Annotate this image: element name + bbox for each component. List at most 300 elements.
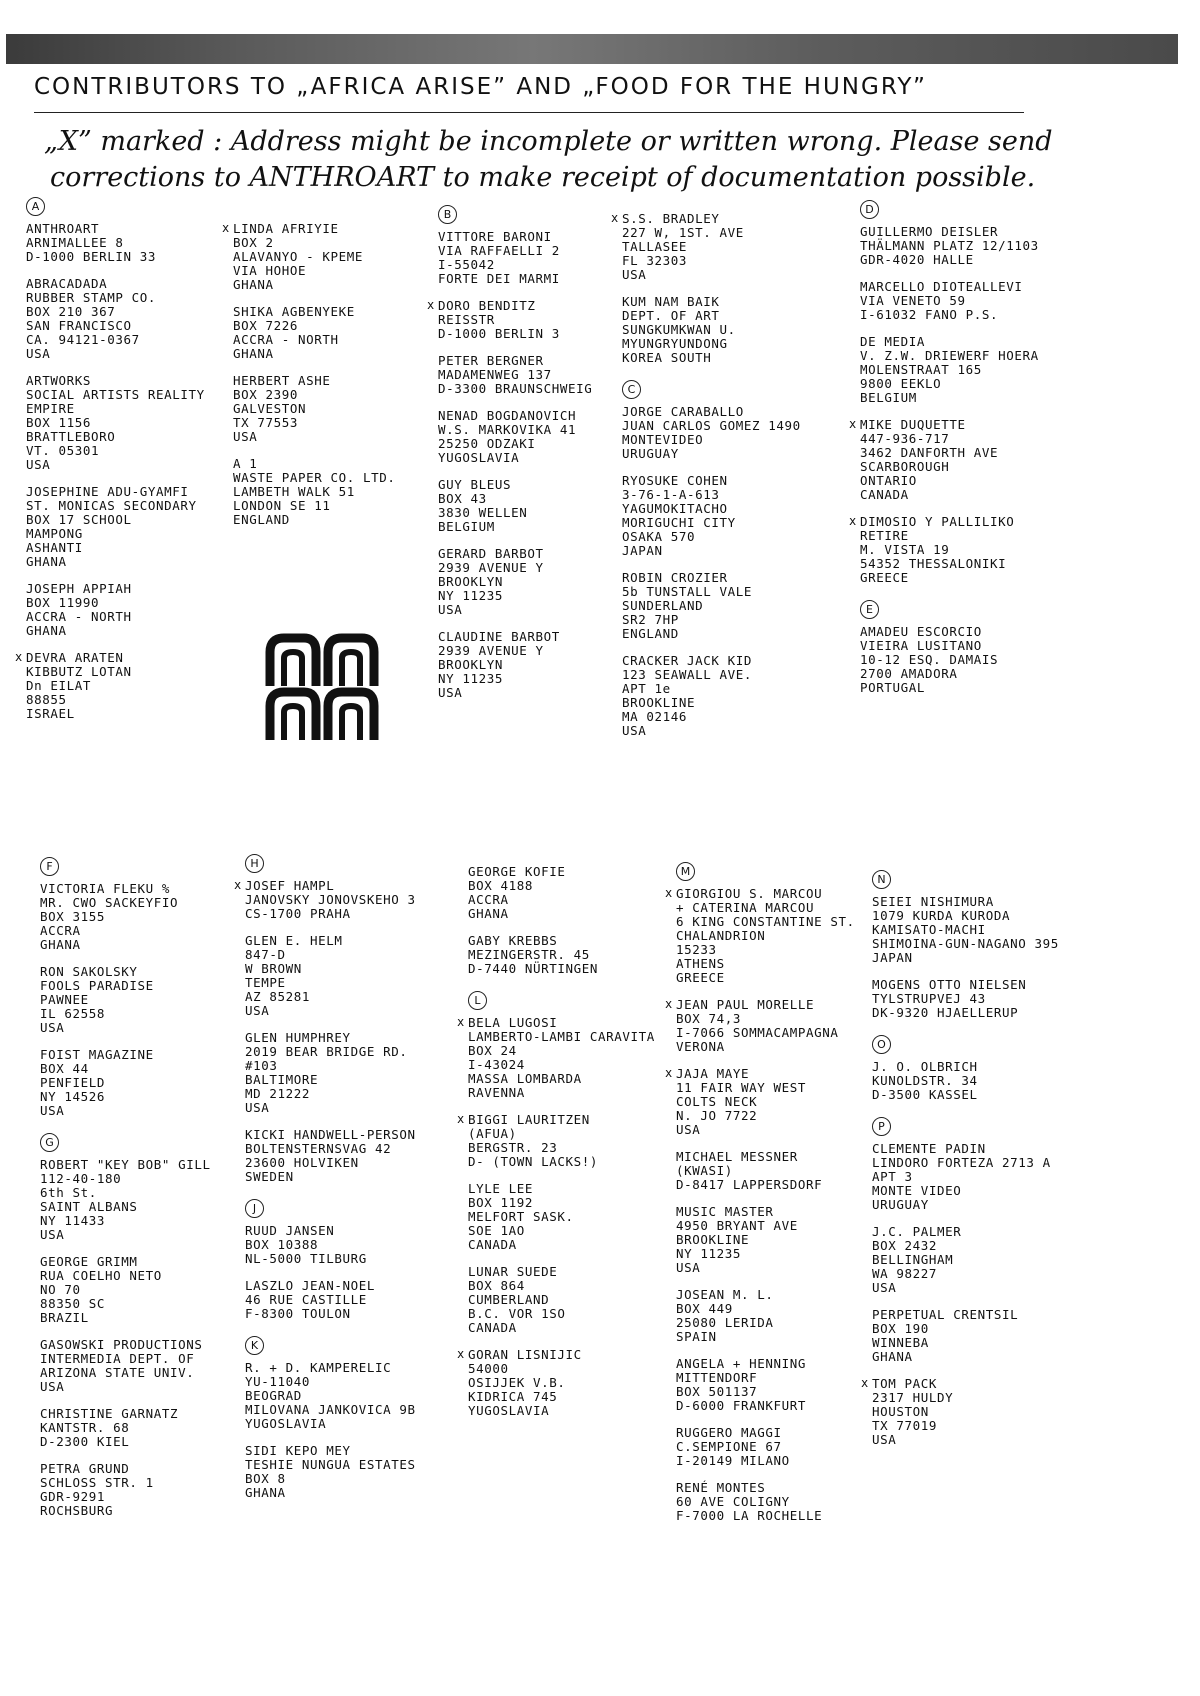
section-letter: B [438,205,457,224]
address-line: V. Z.W. DRIEWERF HOERA [860,348,1039,363]
address-entry [245,1444,475,1500]
address-line: JOSEAN M. L. [676,1287,774,1302]
address-line: SWEDEN [245,1169,294,1184]
address-line: YUGOSLAVIA [245,1416,327,1431]
address-line: JAJA MAYE [676,1066,750,1081]
address-line: 2317 HULDY [872,1390,954,1405]
address-line: RUBBER STAMP CO. [26,290,157,305]
address-line: GDR-9291 [40,1489,106,1504]
address-line: 3-76-1-A-613 [622,487,720,502]
address-line: NENAD BOGDANOVICH [438,408,577,423]
address-line: BOX 10388 [245,1237,319,1252]
address-line: + CATERINA MARCOU [676,900,815,915]
address-line: I-61032 FANO P.S. [860,307,999,322]
address-line: VIA HOHOE [233,263,307,278]
address-entry [26,277,256,361]
address-line: BOX 1192 [468,1195,534,1210]
address-entry [872,1308,1102,1364]
address-line: LUNAR SUEDE [468,1264,558,1279]
address-line: PETRA GRUND [40,1461,130,1476]
address-line: ACCRA [40,923,81,938]
address-entry [40,1048,270,1118]
address-line: SOE 1AO [468,1223,525,1238]
address-line: THÄLMANN PLATZ 12/1103 [860,238,1039,253]
address-line: 9800 EEKLO [860,376,942,391]
address-line: APT 1e [622,681,671,696]
address-line: JANOVSKY JONOVSKEHO 3 [245,892,416,907]
address-entry [245,1279,475,1321]
address-line: GHANA [233,346,274,361]
address-entry [872,1142,1102,1212]
address-line: USA [622,723,647,738]
section-letter: M [676,862,695,881]
address-line: LAMBETH WALK 51 [233,484,355,499]
address-line: GABY KREBBS [468,933,558,948]
uncertain-mark: x [611,211,619,225]
address-line: I-20149 MILANO [676,1453,790,1468]
address-line: LINDA AFRIYIE [233,221,339,236]
address-line: JEAN PAUL MORELLE [676,997,815,1012]
address-entry [872,895,1102,965]
address-line: ALAVANYO - KPEME [233,249,364,264]
address-line: KICKI HANDWELL-PERSON [245,1127,416,1142]
address-line: BOX 2 [233,235,274,250]
uncertain-mark: x [457,1112,465,1126]
address-entry [872,1060,1102,1102]
address-line: Dn EILAT [26,678,92,693]
address-line: KUNOLDSTR. 34 [872,1073,978,1088]
address-column [849,198,1090,708]
address-line: RON SAKOLSKY [40,964,138,979]
address-line: GHANA [872,1349,913,1364]
address-line: MOGENS OTTO NIELSEN [872,977,1027,992]
address-line: I-7066 SOMMACAMPAGNA [676,1025,839,1040]
address-line: SCHLOSS STR. 1 [40,1475,154,1490]
address-line: TYLSTRUPVEJ 43 [872,991,986,1006]
address-entry [26,582,256,638]
uncertain-mark: x [222,221,230,235]
address-line: JOSEPH APPIAH [26,581,132,596]
address-line: D-1000 BERLIN 33 [26,249,157,264]
address-line: 2939 AVENUE Y [438,643,544,658]
address-line: PETER BERGNER [438,353,544,368]
address-line: ST. MONICAS SECONDARY [26,498,197,513]
address-entry [622,295,852,365]
address-line: BOX 210 367 [26,304,116,319]
address-line: SUNDERLAND [622,598,704,613]
address-column [611,211,852,751]
address-line: SEIEI NISHIMURA [872,894,994,909]
address-line: CA. 94121-0367 [26,332,140,347]
address-line: USA [438,685,463,700]
address-line: MR. CWO SACKEYFIO [40,895,179,910]
uncertain-mark: x [457,1347,465,1361]
address-line: LINDORO FORTEZA 2713 A [872,1155,1051,1170]
address-line: FOIST MAGAZINE [40,1047,154,1062]
address-line: D-7440 NÜRTINGEN [468,961,599,976]
address-line: BOX 7226 [233,318,299,333]
address-line: D-8417 LAPPERSDORF [676,1177,823,1192]
section-letter: G [40,1133,59,1152]
address-line: S.S. BRADLEY [622,211,720,226]
address-line: TALLASEE [622,239,688,254]
section-letter: L [468,991,487,1010]
address-entry [457,1112,698,1169]
address-line: MOLENSTRAAT 165 [860,362,982,377]
address-entry [457,1015,698,1100]
address-line: RUA COELHO NETO [40,1268,162,1283]
address-line: R. + D. KAMPERELIC [245,1360,392,1375]
uncertain-mark: x [427,298,435,312]
address-line: KIDRICA 745 [468,1389,558,1404]
address-entry [233,305,463,361]
address-entry [245,1128,475,1184]
address-line: CHRISTINE GARNATZ [40,1406,179,1421]
address-line: 6th St. [40,1185,97,1200]
section-letter: O [872,1035,891,1054]
address-entry [468,865,698,921]
address-entry [849,417,1090,502]
address-line: NY 14526 [40,1089,106,1104]
address-line: MONTE VIDEO [872,1183,962,1198]
address-line: VICTORIA FLEKU % [40,881,171,896]
address-line: LAMBERTO-LAMBI CARAVITA [468,1029,655,1044]
address-line: BOLTENSTERNSVAG 42 [245,1141,392,1156]
address-line: BOX 2390 [233,387,299,402]
address-entry [233,374,463,444]
address-entry [457,1347,698,1418]
address-entry [872,978,1102,1020]
address-line: D-3500 KASSEL [872,1087,978,1102]
address-line: OSIJJEK V.B. [468,1375,566,1390]
address-line: MEZINGERSTR. 45 [468,947,590,962]
address-line: J.C. PALMER [872,1224,962,1239]
address-line: 88855 [26,692,67,707]
address-line: ONTARIO [860,473,917,488]
uncertain-mark: x [849,417,857,431]
correction-note [44,124,1154,196]
address-line: VIEIRA LUSITANO [860,638,982,653]
address-line: DE MEDIA [860,334,926,349]
address-line: MARCELLO DIOTEALLEVI [860,279,1023,294]
address-line: ATHENS [676,956,725,971]
uncertain-mark: x [457,1015,465,1029]
address-entry [245,1361,475,1431]
address-line: USA [676,1122,701,1137]
address-line: MICHAEL MESSNER [676,1149,798,1164]
address-line: SR2 7HP [622,612,679,627]
address-line: BOX 74,3 [676,1011,742,1026]
address-line: USA [40,1020,65,1035]
address-line: WA 98227 [872,1266,938,1281]
address-line: BROOKLYN [438,657,504,672]
address-column [222,221,463,540]
address-entry [622,405,852,461]
address-line: DEPT. OF ART [622,308,720,323]
address-line: RUUD JANSEN [245,1223,335,1238]
address-line: NY 11433 [40,1213,106,1228]
address-line: GORAN LISNIJIC [468,1347,582,1362]
address-line: JOSEF HAMPL [245,878,335,893]
uncertain-mark: x [861,1376,869,1390]
uncertain-mark: x [15,650,23,664]
address-line: MIKE DUQUETTE [860,417,966,432]
address-line: W BROWN [245,961,302,976]
address-line: 4950 BRYANT AVE [676,1218,798,1233]
address-line: BOX 2432 [872,1238,938,1253]
address-line: NY 11235 [676,1246,742,1261]
note-line-2: corrections to ANTHROART to make receipt of documentation possible. [50,162,1036,193]
address-line: D- (TOWN LACKS!) [468,1154,599,1169]
address-line: 3830 WELLEN [438,505,528,520]
address-line: AZ 85281 [245,989,311,1004]
address-line: F-8300 TOULON [245,1306,351,1321]
address-line: D-1000 BERLIN 3 [438,326,560,341]
address-line: (AFUA) [468,1126,517,1141]
address-line: CS-1700 PRAHA [245,906,351,921]
address-entry [676,1481,906,1523]
address-line: GDR-4020 HALLE [860,252,974,267]
address-line: CUMBERLAND [468,1292,550,1307]
address-line: MYUNGRYUNDONG [622,336,728,351]
section-letter: H [245,854,264,873]
address-line: HERBERT ASHE [233,373,331,388]
address-line: USA [245,1100,270,1115]
address-line: SCARBOROUGH [860,459,950,474]
address-column [15,195,256,734]
address-line: ROCHSBURG [40,1503,114,1518]
address-line: BOX 8 [245,1471,286,1486]
address-line: MA 02146 [622,709,688,724]
address-line: USA [40,1379,65,1394]
address-line: NY 11235 [438,588,504,603]
address-line: BRATTLEBORO [26,429,116,444]
address-line: MELFORT SASK. [468,1209,574,1224]
address-line: BOX 864 [468,1278,525,1293]
address-line: JORGE CARABALLO [622,404,744,419]
address-line: ACCRA [468,892,509,907]
address-line: 60 AVE COLIGNY [676,1494,790,1509]
address-line: 123 SEAWALL AVE. [622,667,753,682]
address-entry [222,221,463,292]
address-line: LASZLO JEAN-NOEL [245,1278,376,1293]
address-column [234,852,475,1513]
address-line: DEVRA ARATEN [26,650,124,665]
address-line: USA [438,602,463,617]
address-line: YUGOSLAVIA [468,1403,550,1418]
section-letter: F [40,857,59,876]
address-entry [15,650,256,721]
address-line: ENGLAND [622,626,679,641]
address-line: BELGIUM [860,390,917,405]
address-line: USA [233,429,258,444]
address-line: URUGUAY [622,446,679,461]
address-line: MADAMENWEG 137 [438,367,552,382]
address-line: D-3300 BRAUNSCHWEIG [438,381,593,396]
section-letter: P [872,1117,891,1136]
section-letter: E [860,600,879,619]
address-line: 23600 HOLVIKEN [245,1155,359,1170]
address-entry [40,1407,270,1449]
address-line: YAGUMOKITACHO [622,501,728,516]
address-line: JAPAN [622,543,663,558]
address-line: JUAN CARLOS GOMEZ 1490 [622,418,801,433]
address-line: BOX 17 SCHOOL [26,512,132,527]
address-entry [872,1225,1102,1295]
address-line: FORTE DEI MARMI [438,271,560,286]
address-line: INTERMEDIA DEPT. OF [40,1351,195,1366]
address-line: BOX 44 [40,1061,89,1076]
address-line: AMADEU ESCORCIO [860,624,982,639]
address-entry [26,374,256,472]
address-column [861,868,1102,1460]
address-line: J. O. OLBRICH [872,1059,978,1074]
address-line: USA [676,1260,701,1275]
address-line: WASTE PAPER CO. LTD. [233,470,396,485]
address-line: 1079 KURDA KURODA [872,908,1011,923]
address-line: DK-9320 HJAELLERUP [872,1005,1019,1020]
address-line: LYLE LEE [468,1181,534,1196]
address-line: RYOSUKE COHEN [622,473,728,488]
page-title: CONTRIBUTORS TO „AFRICA ARISE” AND „FOOD FOR THE HUNGRY” [34,74,927,100]
section-letter: A [26,197,45,216]
address-line: USA [872,1432,897,1447]
address-line: KIBBUTZ LOTAN [26,664,132,679]
address-line: BELGIUM [438,519,495,534]
address-line: IL 62558 [40,1006,106,1021]
address-line: FL 32303 [622,253,688,268]
address-line: (KWASI) [676,1163,733,1178]
address-line: USA [26,457,51,472]
address-line: NL-5000 TILBURG [245,1251,367,1266]
address-line: GALVESTON [233,401,307,416]
address-line: I-55042 [438,257,495,272]
address-entry [849,514,1090,585]
address-line: GASOWSKI PRODUCTIONS [40,1337,203,1352]
address-line: GLEN E. HELM [245,933,343,948]
address-line: 3462 DANFORTH AVE [860,445,999,460]
address-line: TEMPE [245,975,286,990]
address-line: 112-40-180 [40,1171,122,1186]
address-line: GHANA [26,623,67,638]
address-line: USA [40,1103,65,1118]
address-line: ACCRA - NORTH [26,609,132,624]
address-line: BOX 1156 [26,415,92,430]
address-line: MAMPONG [26,526,83,541]
address-line: FOOLS PARADISE [40,978,154,993]
address-line: 54352 THESSALONIKI [860,556,1007,571]
address-line: TX 77553 [233,415,299,430]
address-entry [468,934,698,976]
address-line: VITTORE BARONI [438,229,552,244]
address-entry [40,1462,270,1518]
address-line: 2700 AMADORA [860,666,958,681]
address-line: USA [872,1280,897,1295]
address-line: BOX 190 [872,1321,929,1336]
address-line: CANADA [860,487,909,502]
address-entry [622,654,852,738]
address-line: WINNEBA [872,1335,929,1350]
address-line: VT. 05301 [26,443,100,458]
address-line: ENGLAND [233,512,290,527]
address-entry [860,335,1090,405]
address-line: NO 70 [40,1282,81,1297]
address-line: CHALANDRION [676,928,766,943]
address-line: JOSEPHINE ADU-GYAMFI [26,484,189,499]
address-line: KAMISATO-MACHI [872,922,986,937]
address-line: BERGSTR. 23 [468,1140,558,1155]
address-entry [860,225,1090,267]
address-line: W.S. MARKOVIKA 41 [438,422,577,437]
address-line: F-7000 LA ROCHELLE [676,1508,823,1523]
address-line: 447-936-717 [860,431,950,446]
address-line: BALTIMORE [245,1072,319,1087]
address-line: TESHIE NUNGUA ESTATES [245,1457,416,1472]
address-line: #103 [245,1058,278,1073]
address-line: PERPETUAL CRENTSIL [872,1307,1019,1322]
address-entry [611,211,852,282]
address-line: SPAIN [676,1329,717,1344]
address-line: USA [26,346,51,361]
section-letter: K [245,1336,264,1355]
address-line: MASSA LOMBARDA [468,1071,582,1086]
address-line: USA [622,267,647,282]
address-line: GEORGE KOFIE [468,864,566,879]
address-line: 2939 AVENUE Y [438,560,544,575]
address-line: 227 W, 1ST. AVE [622,225,744,240]
address-line: M. VISTA 19 [860,542,950,557]
address-line: 2019 BEAR BRIDGE RD. [245,1044,408,1059]
address-line: ISRAEL [26,706,75,721]
address-line: NY 11235 [438,671,504,686]
address-line: APT 3 [872,1169,913,1184]
address-line: GIORGIOU S. MARCOU [676,886,823,901]
section-letter: D [860,200,879,219]
address-line: GHANA [40,937,81,952]
address-line: ARIZONA STATE UNIV. [40,1365,195,1380]
address-entry [40,882,270,952]
address-line: HOUSTON [872,1404,929,1419]
address-line: DORO BENDITZ [438,298,536,313]
address-line: 88350 SC [40,1296,106,1311]
address-line: 25250 ODZAKI [438,436,536,451]
address-entry [26,485,256,569]
address-line: B.C. VOR 1SO [468,1306,566,1321]
address-line: EMPIRE [26,401,75,416]
address-line: RENÉ MONTES [676,1480,766,1495]
uncertain-mark: x [665,886,673,900]
address-line: SAINT ALBANS [40,1199,138,1214]
address-line: ANTHROART [26,221,100,236]
address-line: 847-D [245,947,286,962]
address-line: RAVENNA [468,1085,525,1100]
address-entry [860,625,1090,695]
address-line: KANTSTR. 68 [40,1420,130,1435]
address-line: ARTWORKS [26,373,92,388]
address-line: 11 FAIR WAY WEST [676,1080,807,1095]
address-line: KOREA SOUTH [622,350,712,365]
address-line: CLAUDINE BARBOT [438,629,560,644]
address-line: SUNGKUMKWAN U. [622,322,736,337]
address-line: MONTEVIDEO [622,432,704,447]
address-entry [245,1031,475,1115]
address-line: BEOGRAD [245,1388,302,1403]
uncertain-mark: x [665,997,673,1011]
section-letter: N [872,870,891,889]
address-line: BOX 24 [468,1043,517,1058]
address-line: C.SEMPIONE 67 [676,1439,782,1454]
address-line: CRACKER JACK KID [622,653,753,668]
